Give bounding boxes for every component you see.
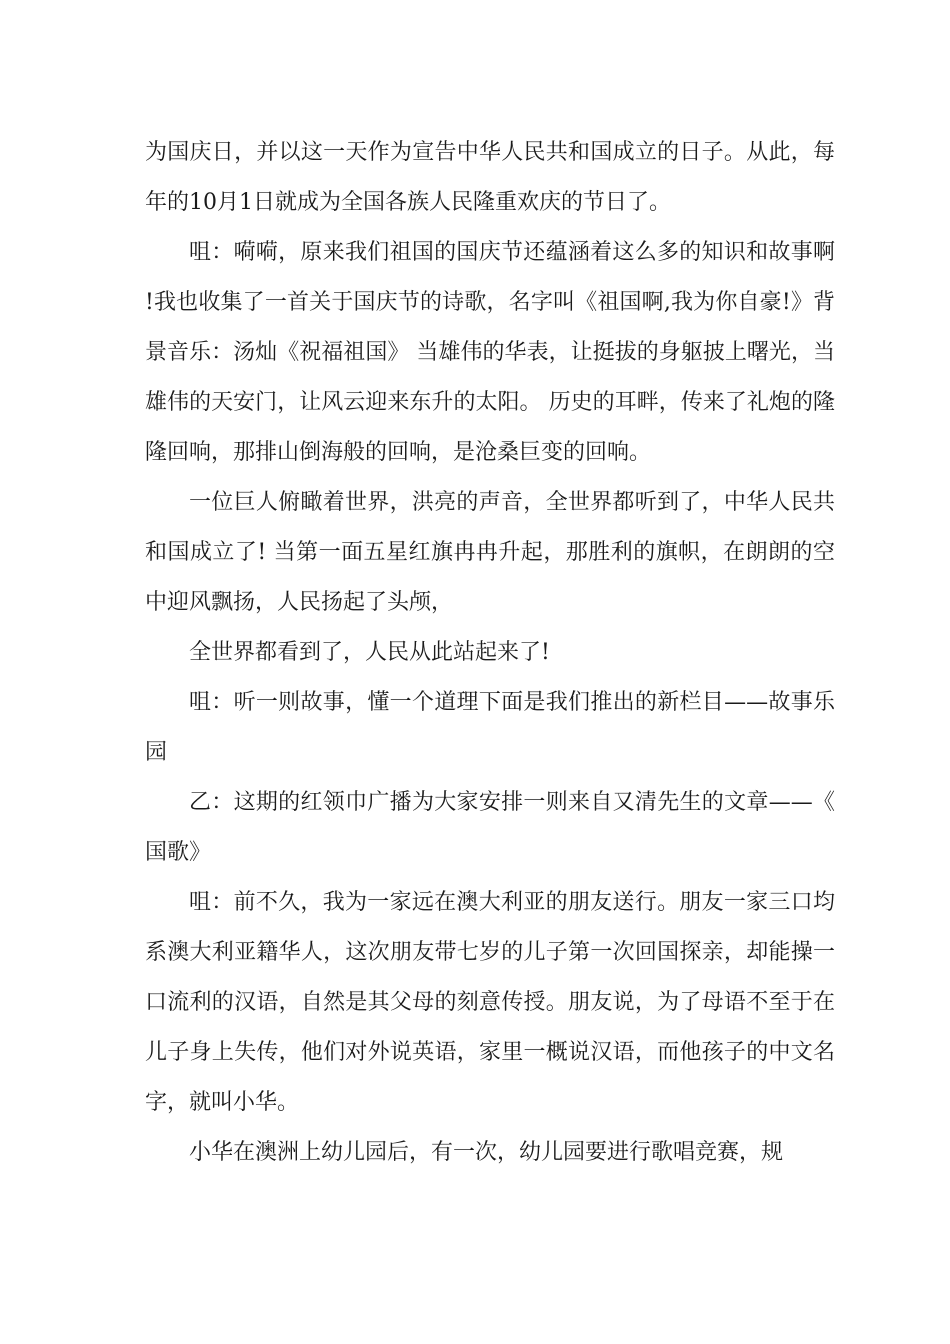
paragraph-2: 咀：嗬嗬，原来我们祖国的国庆节还蕴涵着这么多的知识和故事啊!我也收集了一首关于国庆节的诗歌，名字叫《祖国啊,我为你自豪!》背景音乐：汤灿《祝福祖国》 当雄伟的华表，让挺拔的身躯披上曙光，当雄伟的天安门，让风云迎来东升的太阳。 历史的耳畔，传来了礼炮的隆隆回响，那排山倒海般的回响，是沧桑巨变的回响。 — [145, 240, 835, 465]
paragraph-8: 小华在澳洲上幼儿园后，有一次，幼儿园要进行歌唱竞赛，规 — [189, 1140, 784, 1165]
paragraph-1: 为国庆日，并以这一天作为宣告中华人民共和国成立的日子。从此，每年的10月1日就成为全国各族人民隆重欢庆的节日了。 — [145, 140, 835, 215]
paragraph-4: 全世界都看到了，人民从此站起来了! — [189, 640, 550, 665]
document-body — [145, 128, 835, 1178]
paragraph-5: 咀：听一则故事，懂一个道理下面是我们推出的新栏目——故事乐园 — [145, 690, 835, 765]
paragraph-6: 乙：这期的红领巾广播为大家安排一则来自又清先生的文章——《国歌》 — [145, 790, 835, 865]
paragraph-3: 一位巨人俯瞰着世界，洪亮的声音，全世界都听到了，中华人民共和国成立了! 当第一面五星红旗冉冉升起，那胜利的旗帜，在朗朗的空中迎风飘扬，人民扬起了头颅， — [145, 490, 835, 615]
paragraph-7: 咀：前不久，我为一家远在澳大利亚的朋友送行。朋友一家三口均系澳大利亚籍华人，这次朋友带七岁的儿子第一次回国探亲，却能操一口流利的汉语，自然是其父母的刻意传授。朋友说，为了母语不至于在儿子身上失传，他们对外说英语，家里一概说汉语，而他孩子的中文名字，就叫小华。 — [145, 890, 835, 1115]
